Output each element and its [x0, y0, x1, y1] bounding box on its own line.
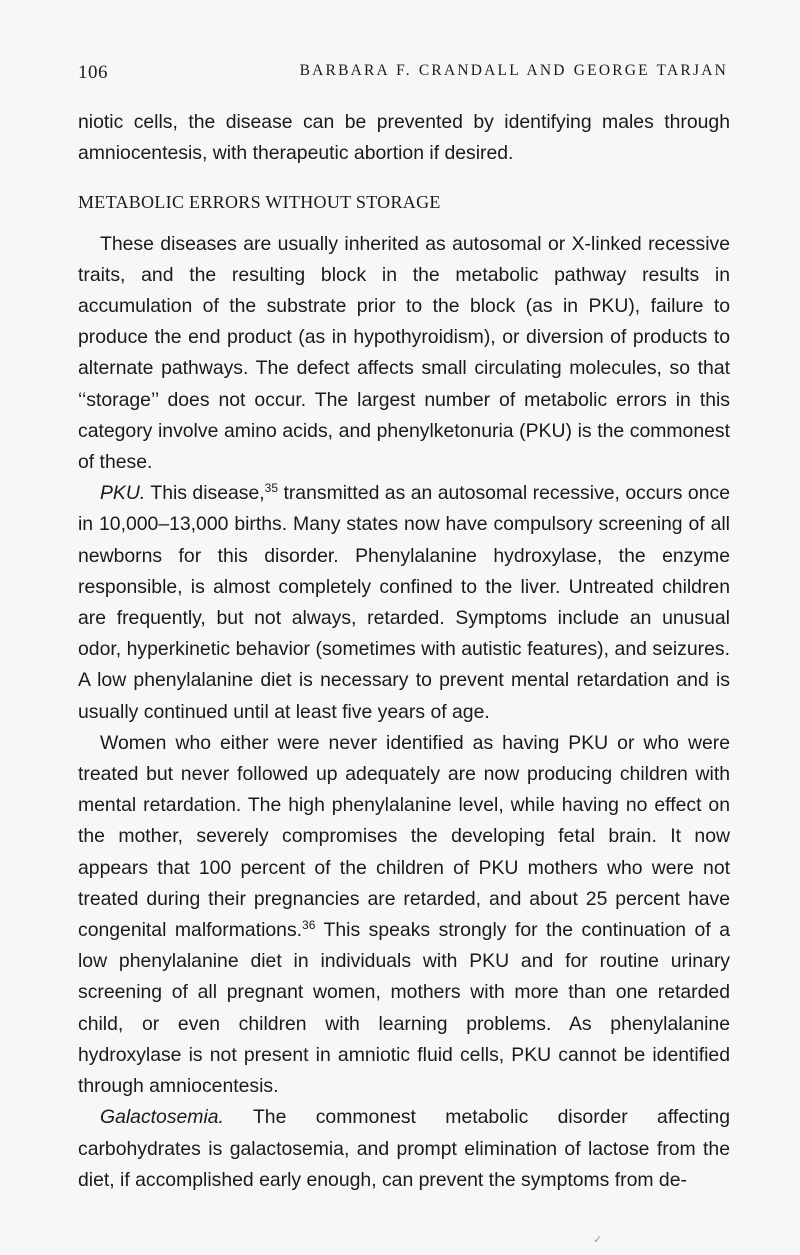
galactosemia-run-in-title: Galactosemia.: [100, 1106, 224, 1129]
reference-35: 35: [264, 481, 279, 496]
pku-mothers-text-a: Women who either were never identified as having PKU or who were treated but never followed up adequately are now producing children with mental retardation. The high phenylalanine level, while having no effect on the mother, severely compromises the developing fetal brain. It now appears that 100 percent of the children of PKU mothers who were not treated during their pregnancies are retarded, and about 25 percent have congenital malformations.: [78, 731, 730, 942]
paragraph-galactosemia: [78, 1102, 730, 1196]
reference-36: 36: [302, 918, 316, 933]
paragraph-pku-mothers: [78, 728, 730, 1102]
pku-mothers-text-b: This speaks strongly for the continuation of a low phenylalanine diet in individuals with PKU and for routine urinary screening of all pregnant women, mothers with more than one retarded child, or even children with learning problems. As phenylalanine hydroxylase is not present in amniotic fluid cells, PKU cannot be identified through amniocentesis.: [78, 919, 730, 1098]
pku-text-a: This disease,: [150, 482, 265, 505]
running-header: [78, 62, 728, 88]
paragraph-pku: [78, 478, 730, 728]
galactosemia-text: The commonest metabolic disorder affecting carbohydrates is galactosemia, and prompt elimination of lactose from the diet, if accomplished early enough, can prevent the symptoms from de-: [78, 1106, 730, 1191]
pencil-mark: ✓: [593, 1234, 603, 1246]
section-heading: METABOLIC ERRORS WITHOUT STORAGE: [78, 192, 441, 213]
page-number: 106: [78, 62, 108, 83]
paragraph-continuation: niotic cells, the disease can be prevented by identifying males through amniocentesis, with therapeutic abortion if desired.: [78, 111, 730, 165]
body-text: [78, 107, 730, 1196]
pku-run-in-title: PKU.: [100, 482, 146, 505]
pku-text-b: transmitted as an autosomal recessive, occurs once in 10,000–13,000 births. Many states now have compulsory screening of all newborns for this disorder. Phenylalanine hydroxylase, the enzyme responsible, is almost completely confined to the liver. Untreated children are frequently, but not always, retarded. Symptoms include an unusual odor, hyperkinetic behavior (sometimes with autistic features), and seizures. A low phenylalanine diet is necessary to prevent mental retardation and is usually continued until at least five years of age.: [78, 482, 730, 723]
running-head: BARBARA F. CRANDALL AND GEORGE TARJAN: [299, 62, 728, 79]
paragraph-metabolic-errors: These diseases are usually inherited as autosomal or X-linked recessive traits, and the resulting block in the metabolic pathway results in accumulation of the substrate prior to the block (as in PKU), failure to produce the end product (as in hypothyroidism), or diversion of products to alternate pathways. The defect affects small circulating molecules, so that ‘‘storage’’ does not occur. The largest number of metabolic errors in this category involve amino acids, and phenylketonuria (PKU) is the commonest of these.: [78, 232, 730, 474]
